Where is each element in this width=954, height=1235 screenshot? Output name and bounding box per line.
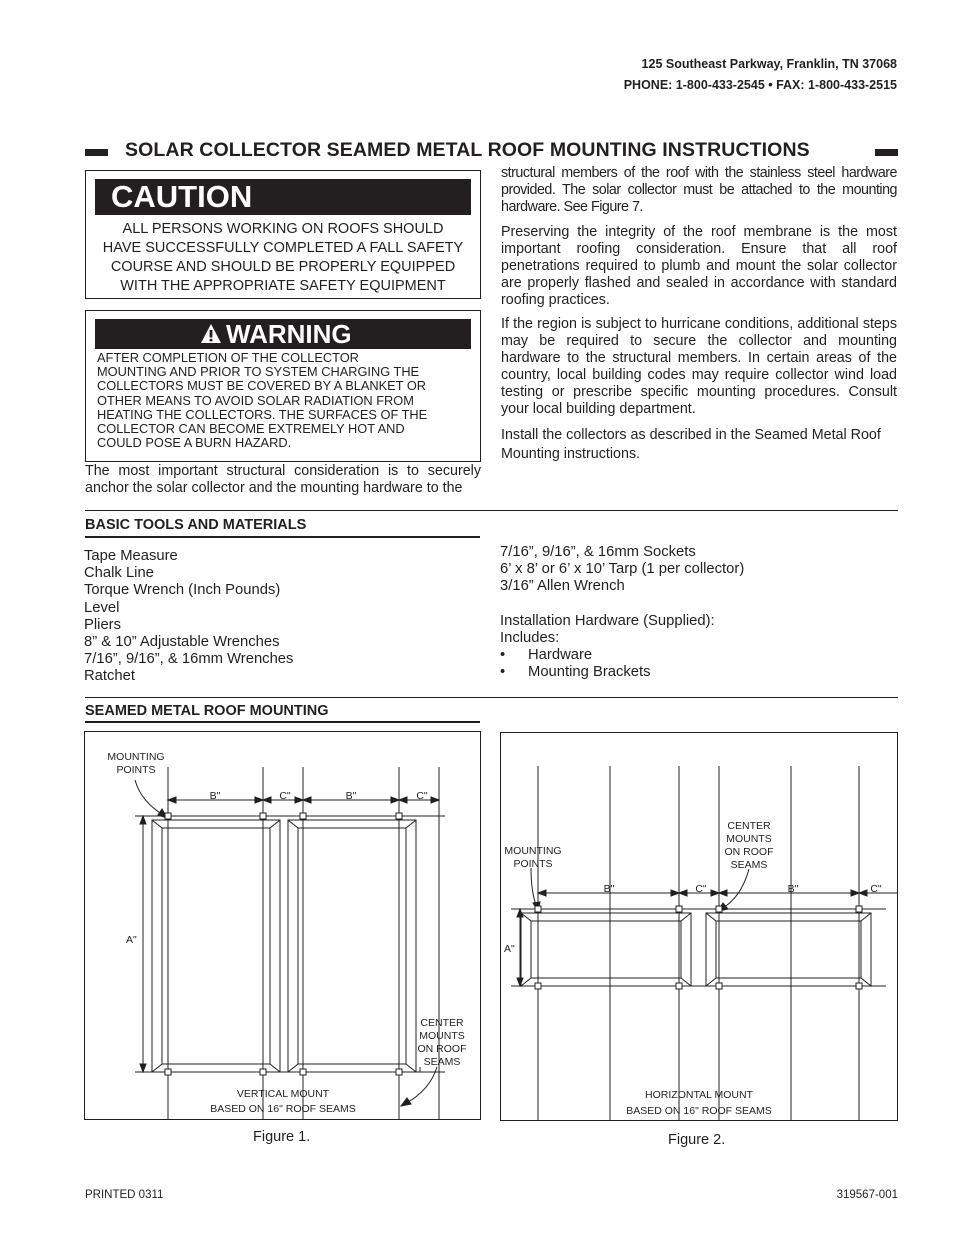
page-title: SOLAR COLLECTOR SEAMED METAL ROOF MOUNTING INSTRUCTIONS [125, 139, 810, 161]
mounting-point-marker [716, 906, 722, 912]
mounting-points-label: POINTS [116, 764, 156, 776]
warning-heading [95, 319, 471, 349]
mounting-points-label: POINTS [513, 858, 553, 870]
title-bar [85, 139, 898, 165]
figure-2-horizontal-mount [500, 732, 898, 1121]
caution-line: WITH THE APPROPRIATE SAFETY EQUIPMENT [120, 278, 446, 294]
mounting-point-marker [165, 813, 171, 819]
body-paragraph: Install the collectors as described in the Seamed Metal Roof Mounting instructions. [501, 427, 881, 462]
warning-triangle-icon [200, 323, 222, 345]
dim-a-label: A" [126, 934, 137, 946]
tool-item: 6’ x 8’ or 6’ x 10’ Tarp (1 per collector) [500, 561, 745, 578]
warning-line: MOUNTING AND PRIOR TO SYSTEM CHARGING THE [97, 364, 420, 380]
figure-2-drawing [501, 733, 897, 1120]
caution-text [86, 220, 480, 296]
bullet-icon: • [500, 664, 506, 681]
dim-c-label: C" [870, 883, 882, 895]
title-left-bar [85, 149, 108, 156]
mount-type-label: BASED ON 16" ROOF SEAMS [210, 1103, 356, 1115]
collector-panel-inner [531, 921, 681, 978]
mount-type-label: HORIZONTAL MOUNT [645, 1089, 753, 1101]
title-right-bar [875, 149, 898, 156]
dim-b-label: B" [787, 883, 799, 895]
section-divider [85, 510, 898, 511]
warning-line: HEATING THE COLLECTORS. THE SURFACES OF THE [97, 406, 428, 422]
mounting-point-marker [676, 906, 682, 912]
warning-line: OTHER MEANS TO AVOID SOLAR RADIATION FROM [97, 392, 414, 408]
mounting-heading-underline [85, 721, 480, 723]
center-mounts-label: SEAMS [730, 859, 768, 871]
mounting-point-marker [396, 813, 402, 819]
company-phone-fax: PHONE: 1-800-433-2545 • FAX: 1-800-433-2515 [623, 78, 897, 92]
mounting-point-marker [716, 983, 722, 989]
warning-line: AFTER COMPLETION OF THE COLLECTOR [97, 350, 359, 365]
collector-panel [706, 913, 871, 986]
tool-item: Ratchet [84, 668, 135, 685]
leader-arrow [531, 868, 537, 908]
body-paragraph: If the region is subject to hurricane conditions, additional steps may be required to secure the collector and mounting hardware to the structural members. In certain areas of the country, local building codes may require collector wind load testing or prescribe specific mounting procedures. Consult your local building department. [501, 316, 897, 417]
center-mounts-label: ON ROOF [724, 846, 774, 858]
figure-1-caption: Figure 1. [253, 1129, 311, 1145]
caution-line: HAVE SUCCESSFULLY COMPLETED A FALL SAFETY [102, 240, 464, 256]
company-address-block [624, 54, 897, 96]
caution-line: COURSE AND SHOULD BE PROPERLY EQUIPPED [110, 259, 456, 275]
figure-1-vertical-mount [84, 731, 481, 1120]
tool-item: Pliers [84, 616, 121, 633]
mounting-point-marker [856, 983, 862, 989]
figure-2-caption: Figure 2. [668, 1132, 726, 1148]
tool-item: Chalk Line [84, 565, 154, 582]
mounting-point-marker [260, 813, 266, 819]
tools-heading: BASIC TOOLS AND MATERIALS [85, 517, 307, 533]
dim-a-label: A" [504, 943, 515, 955]
warning-line: COULD POSE A BURN HAZARD. [97, 435, 292, 451]
collector-panel [521, 913, 691, 986]
hardware-bullet-item [500, 647, 744, 664]
caution-line: ALL PERSONS WORKING ON ROOFS SHOULD [122, 221, 444, 237]
company-address: 125 Southeast Parkway, Franklin, TN 37068 [641, 57, 897, 71]
body-paragraph-left: The most important structural consideration is to securely anchor the solar collector and the mounting hardware to the [85, 463, 481, 496]
collector-panel [152, 820, 280, 1072]
footer-part-number: 319567-001 [836, 1189, 898, 1201]
body-paragraph: Preserving the integrity of the roof membrane is the most important roofing consideration. Ensure that all roof penetrations required to plumb and mount the solar collector are properly flashed and sealed in accordance with standard roofing practices. [501, 224, 897, 308]
mounting-heading: SEAMED METAL ROOF MOUNTING [85, 703, 329, 719]
mount-type-label: VERTICAL MOUNT [236, 1088, 330, 1100]
tool-item: 8” & 10” Adjustable Wrenches [84, 634, 280, 651]
collector-panel [288, 820, 416, 1072]
dim-c-label: C" [695, 883, 707, 895]
section-divider [85, 697, 898, 698]
center-mounts-label: CENTER [727, 820, 771, 832]
caution-heading: CAUTION [95, 179, 471, 215]
body-paragraph: structural members of the roof with the stainless steel hardware provided. The solar collector must be attached to the mounting hardware. See Figure 7. [501, 165, 897, 215]
mounting-point-marker [300, 813, 306, 819]
warning-line: COLLECTOR CAN BECOME EXTREMELY HOT AND [97, 421, 405, 437]
warning-line: COLLECTORS MUST BE COVERED BY A BLANKET OR [97, 378, 427, 394]
tool-item: 7/16”, 9/16”, & 16mm Sockets [500, 544, 696, 560]
footer-printed: PRINTED 0311 [85, 1189, 164, 1201]
tool-item: 3/16” Allen Wrench [500, 578, 625, 595]
dim-c-label: C" [279, 790, 291, 802]
mounting-point-marker [396, 1069, 402, 1075]
bullet-text: Mounting Brackets [528, 664, 651, 681]
collector-panel-inner [716, 921, 861, 978]
hardware-title: Installation Hardware (Supplied): [500, 612, 715, 629]
tools-list-right [500, 544, 744, 682]
hardware-includes: Includes: [500, 630, 560, 646]
mounting-point-marker [300, 1069, 306, 1075]
collector-panel-inner [162, 828, 270, 1064]
hardware-bullet-item [500, 664, 744, 681]
mounting-point-marker [676, 983, 682, 989]
mounting-point-marker [856, 906, 862, 912]
mounting-point-marker [535, 983, 541, 989]
center-mounts-label: SEAMS [423, 1056, 461, 1068]
tool-item: 7/16”, 9/16”, & 16mm Wrenches [84, 651, 294, 668]
center-mounts-label: MOUNTS [726, 833, 772, 845]
warning-label: WARNING [226, 319, 352, 349]
mounting-point-marker [165, 1069, 171, 1075]
mounting-point-marker [535, 906, 541, 912]
dim-b-label: B" [209, 790, 221, 802]
dim-c-label: C" [416, 790, 428, 802]
leader-arrow [405, 1067, 437, 1104]
dim-b-label: B" [345, 790, 357, 802]
dim-b-label: B" [603, 883, 615, 895]
mount-type-label: BASED ON 16" ROOF SEAMS [626, 1105, 772, 1117]
tools-heading-underline [85, 536, 480, 538]
list-spacer [500, 596, 744, 613]
leader-arrow [721, 869, 749, 909]
center-mounts-label: CENTER [420, 1017, 464, 1029]
center-mounts-label: MOUNTS [419, 1030, 465, 1042]
mounting-points-label: MOUNTING [107, 751, 165, 763]
center-mounts-label: ON ROOF [417, 1043, 467, 1055]
mounting-point-marker [260, 1069, 266, 1075]
tool-item: Torque Wrench (Inch Pounds) [84, 582, 281, 599]
figure-1-drawing [85, 732, 480, 1119]
caution-box [85, 170, 481, 299]
mounting-points-label: MOUNTING [504, 845, 562, 857]
bullet-icon: • [500, 647, 506, 664]
tools-list-left [84, 548, 293, 686]
warning-box [85, 310, 481, 462]
tool-item: Level [84, 599, 120, 616]
tool-item: Tape Measure [84, 548, 178, 564]
bullet-text: Hardware [528, 647, 593, 664]
warning-text [97, 351, 475, 450]
collector-panel-inner [298, 828, 406, 1064]
